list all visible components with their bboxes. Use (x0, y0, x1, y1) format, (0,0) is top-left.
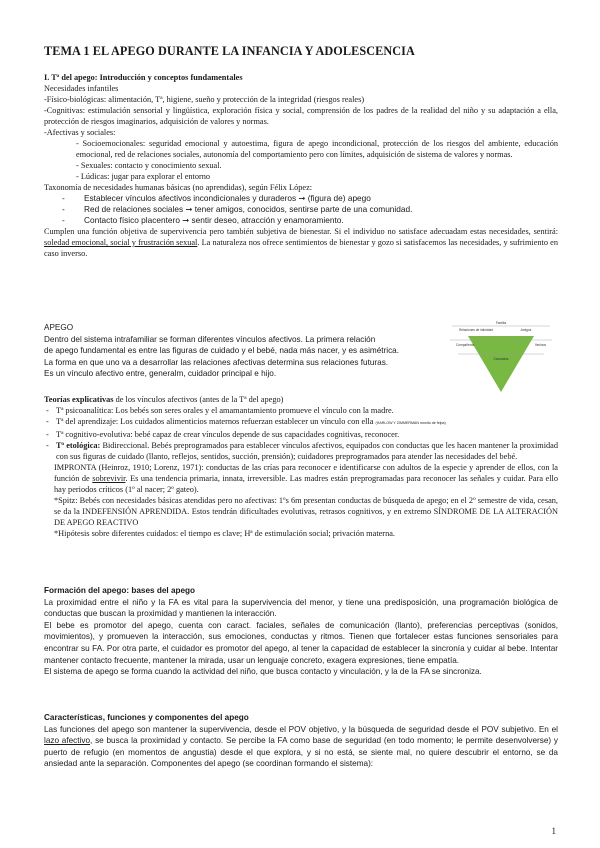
formacion-block (44, 585, 558, 678)
pyramid-label: Vecinos (534, 343, 546, 347)
teoria-aprendizaje: Tª del aprendizaje: Los cuidados alimenticios maternos refuerzan establecer un vínculo con ella (56, 417, 374, 426)
teoria-item: - Tª cognitivo-evolutiva: bebé capaz de crear vínculos depende de sus capacidades cognitivas, reconocer. (44, 429, 558, 440)
pyramid-label: Familia (495, 321, 507, 325)
impronta-paragraph (44, 462, 558, 495)
cumplen-text-a: Cumplen una función objetiva de supervivencia pero también subjetiva de bienestar. Si el individuo no satisface adecuadam estas necesidades, sentirá: (44, 227, 558, 236)
caract-text-b: , se busca la proximidad y contacto. Se percibe la FA como base de seguridad (en todo momento; le permite desenvolverse) y puerto de refugio (en momentos de angustia) desde el que explora, y si no está, se siente mal, no quiere descubrir el entorno, se da ansiedad ante la separación. Componentes del apego (se coordinan formando el sistema): (44, 736, 558, 769)
apego-line: Es un vínculo afectivo entre, generalm, cuidador principal e hijo. (44, 369, 277, 379)
taxonomia-label: Taxonomía de necesidades humanas básicas (no aprendidas), según Félix López: (44, 183, 313, 192)
needs-socio: - Socioemocionales: seguridad emocional y autoestima, figura de apego incondicional, protección de los riesgos del ambiente, educación emocional, red de relaciones sociales, autonomía del comportamiento pero con límites, adquisición de sistema de valores y normas. (76, 139, 558, 159)
pyramid-triangle (468, 336, 534, 392)
teoria-item: - Tª psicoanalítica: Los bebés son seres orales y el amamantamiento promueve el vínculo con la madre. (44, 405, 558, 416)
needs-cognitivas: -Cognitivas: estimulación sensorial y lingüística, exploración física y social, comprensión de los padres de la realidad del niño y su adaptación a ella, protección de riesgos imaginarios, adquisición de valores y normas. (44, 106, 558, 126)
pyramid-label: Amigos (520, 328, 532, 332)
pyramid-label: Relaciones de intimidad (459, 328, 493, 332)
taxonomia-item: - Red de relaciones sociales ➞ tener amigos, conocidos, sentirse parte de una comunidad. (44, 204, 558, 215)
caract-underlined: lazo afectivo (44, 736, 91, 746)
apego-line: de apego fundamental es entre las figuras de cuidado y el bebé, nada más nacer, y es asimétrica. (44, 346, 400, 356)
apego-line: La forma en que uno va a desarrollar las relaciones afectivas determina sus relaciones futuras. (44, 357, 389, 367)
needs-label: Necesidades infantiles (44, 84, 119, 93)
formacion-heading: Formación del apego: bases del apego (44, 586, 196, 595)
caracteristicas-heading: Características, funciones y componentes del apego (44, 713, 249, 722)
caracteristicas-paragraph (44, 724, 558, 770)
needs-fisico: -Físico-biológicas: alimentación, Tª, higiene, sueño y protección de la integridad (riesgos reales) (44, 95, 365, 104)
section-heading: I. Tª del apego: Introducción y conceptos fundamentales (44, 73, 243, 82)
formacion-paragraph: El sistema de apego se forma cuando la actividad del niño, que busca contacto y vinculación, y la de la FA se sincroniza. (44, 667, 482, 677)
teorias-heading-bold: Teorías explicativas (44, 395, 114, 404)
teoria-aprendizaje-note: (HARLOW Y ZIMMERMAN monito de felpa) (375, 421, 446, 425)
cumplen-text-b: . La naturaleza nos ofrece sentimientos de bienestar y gozo si satisfacemos las necesidades, y sufrimiento en caso inverso. (44, 238, 558, 258)
teoria-etologica-text: Bidireccional. Bebés preprogramados para establecer vínculos afectivos, equipados con conductas que les hacen mantener la proximidad con sus figuras de cuidado (llanto, reflejos, sentidos, succión, prensión); cuidadores preprogramados para atender las necesidades del bebé. (56, 441, 558, 461)
page-number: 1 (551, 826, 556, 836)
caracteristicas-block (44, 712, 558, 770)
hipotesis-paragraph: *Hipótesis sobre diferentes cuidados: el tiempo es clave; Hª de estimulación social; privación materna. (54, 529, 395, 538)
document-title: TEMA 1 EL APEGO DURANTE LA INFANCIA Y ADOLESCENCIA (44, 44, 415, 58)
cumplen-paragraph (44, 226, 558, 259)
apego-line: Dentro del sistema intrafamiliar se forman diferentes vínculos afectivos. La primera relación (44, 334, 376, 344)
impronta-text-a: IMPRONTA (Heinroz, 1910; Lorenz, 1971): conductas de las crías para reconocer e identificarse con adultos de la especie y aprender de ellos, con la función de (54, 463, 558, 483)
relationship-pyramid-diagram (446, 320, 556, 394)
needs-ludicas: - Lúdicas: jugar para explorar el entorno (76, 172, 211, 181)
formacion-paragraph: La proximidad entre el niño y la FA es vital para la supervivencia del menor, y tiene una predisposición, una programación biológica de conductas que buscan la proximidad y mantienen la interacción. (44, 597, 558, 619)
teorias-heading-rest: de los vínculos afectivos (antes de la Tª del apego) (113, 395, 284, 404)
spitz-paragraph: *Spitz: Bebés con necesidades básicas atendidas pero no afectivas: 1ºs 6m presentan conductas de búsqueda de apego; en el 2º semestre de vida, cesan, se da la INDEFENSIÓN APRENDIDA. Estos tendrán dificultades evolutivas, retrasos cognitivos, y en extremo SÍNDROME DE LA ALTERACIÓN DE APEGO REACTIVO (54, 496, 558, 527)
caract-text-a: Las funciones del apego son mantener la supervivencia, desde el POV objetivo, y la búsqueda de seguridad desde el POV subjetivo. En el (44, 724, 558, 734)
taxonomia-item: - Contacto físico placentero ➞ sentir deseo, atracción y enamoramiento. (44, 215, 558, 226)
impronta-text-b: . Es una tendencia primaria, innata, irreversible. Las madres están preprogramadas para reconocer las señales y cuidar. Para ello hay periodos críticos (1º al nacer; 2º gateo). (54, 474, 558, 494)
cumplen-underlined: soledad emocional, social y frustración sexual (44, 238, 198, 247)
section-intro (44, 72, 558, 259)
teoria-item (44, 416, 558, 429)
apego-block (44, 322, 444, 380)
formacion-paragraph: El bebe es promotor del apego, cuenta con caract. faciales, señales de comunicación (llanto), preferencias perceptivas (sonidos, movimientos), y promueven la interacción, sus emociones, conductas y ritmos. Tienen que fortalecer estas funciones sensoriales para encontrar su FA. Por otra parte, el cuidador es promotor del apego, al tener la capacidad de establecer la sincronía y cuidar al bebe. Intentar mantener contacto frecuente, mantener la mirada, usar un lenguaje concreto, exagera expresiones, tiene empatía. (44, 620, 558, 665)
impronta-underlined: sobrevivir (92, 474, 126, 483)
needs-afectivas: -Afectivas y sociales: (44, 128, 116, 137)
teoria-item (44, 440, 558, 462)
taxonomia-item: - Establecer vínculos afectivos incondicionales y duraderos ➞ (figura de) apego (44, 193, 558, 204)
teorias-block (44, 394, 558, 539)
pyramid-label: Conocidos (493, 357, 509, 361)
teorias-heading (44, 394, 558, 405)
apego-label: APEGO (44, 323, 74, 332)
teoria-etologica-label: Tª etológica: (56, 441, 101, 450)
needs-sexuales: - Sexuales: contacto y conocimiento sexual. (76, 161, 222, 170)
pyramid-label: Compañeros (456, 343, 475, 347)
